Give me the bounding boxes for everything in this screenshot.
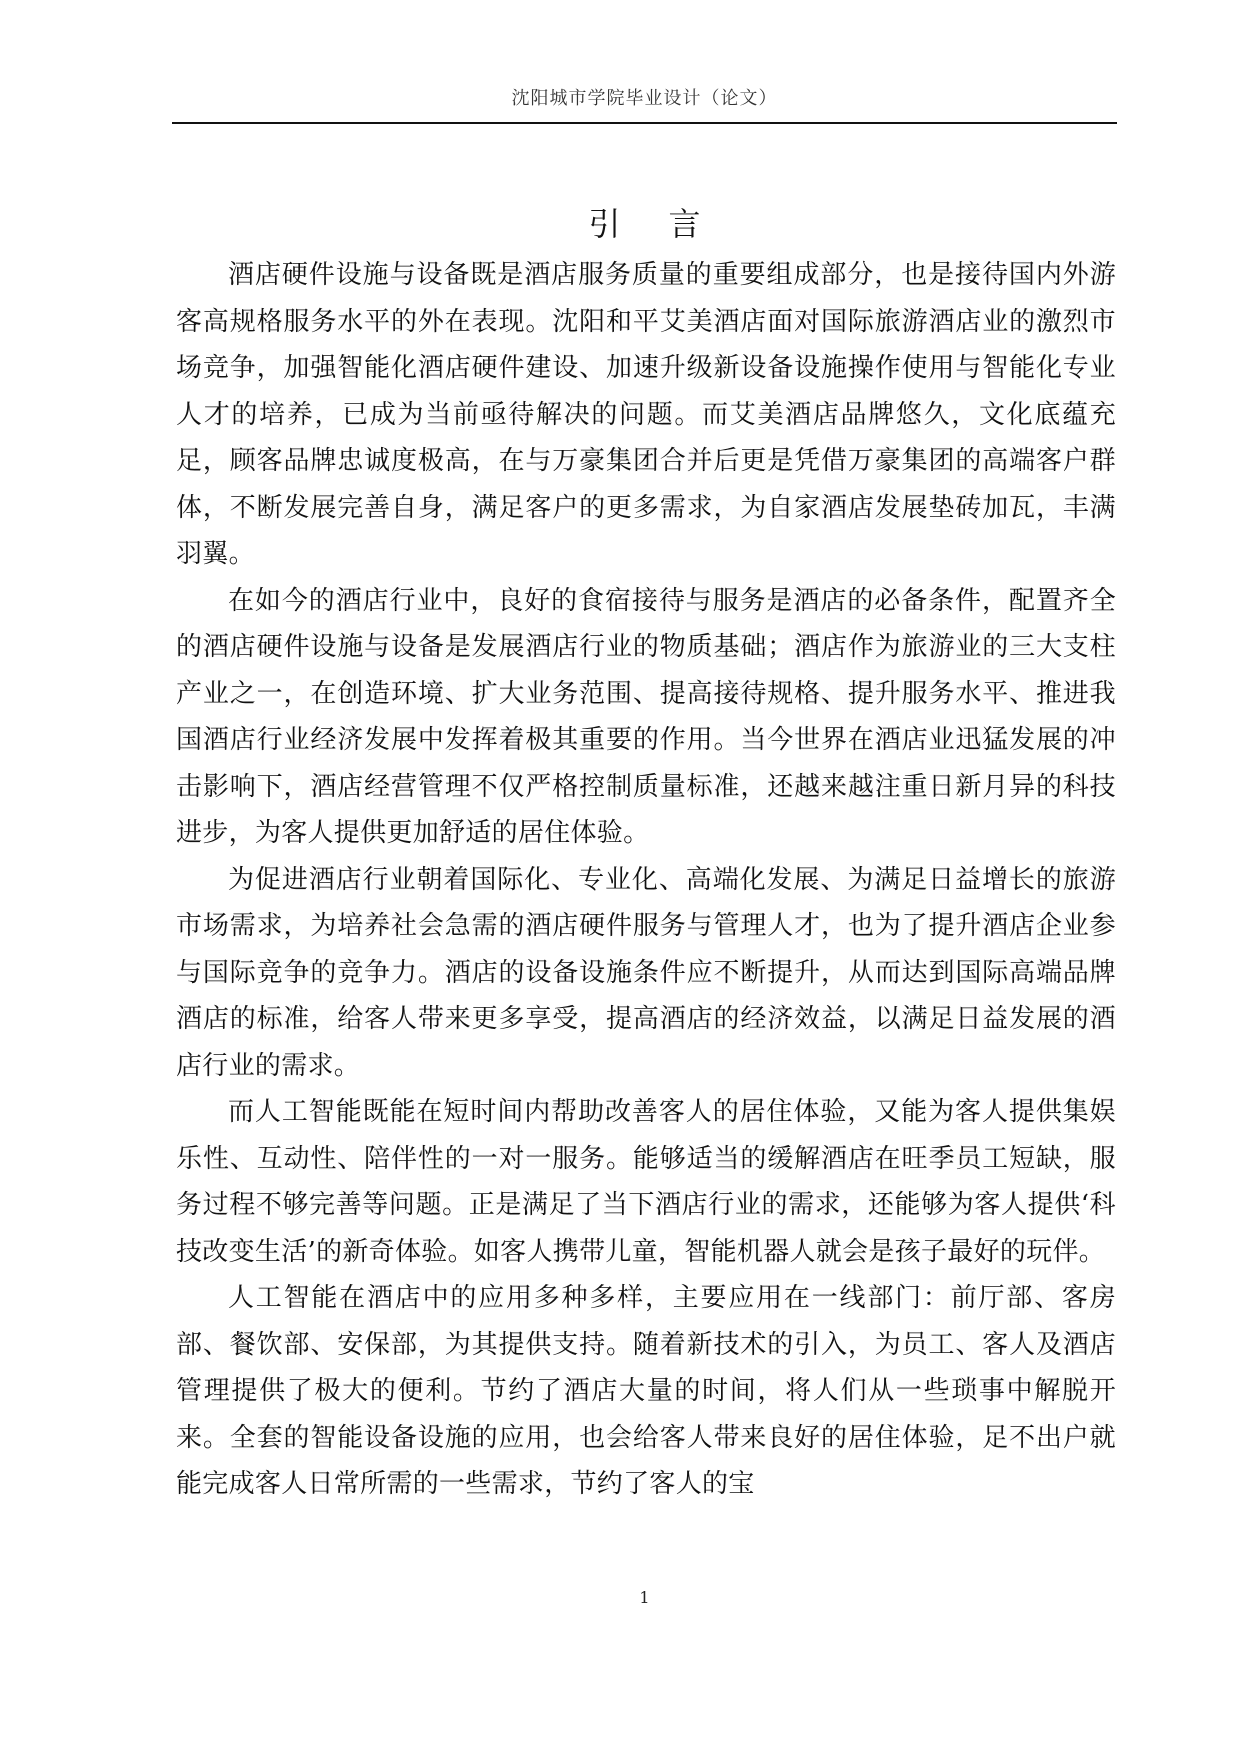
page-number: 1 [639,1588,650,1607]
paragraph: 为促进酒店行业朝着国际化、专业化、高端化发展、为满足日益增长的旅游市场需求，为培养社会急需的酒店硬件服务与管理人才，也为了提升酒店企业参与国际竞争的竞争力。酒店的设备设施条件应不断提升，从而达到国际高端品牌酒店的标准，给客人带来更多享受，提高酒店的经济效益，以满足日益发展的酒店行业的需求。 [176,864,1116,1081]
paragraph: 在如今的酒店行业中，良好的食宿接待与服务是酒店的必备条件，配置齐全的酒店硬件设施与设备是发展酒店行业的物质基础；酒店作为旅游业的三大支柱产业之一，在创造环境、扩大业务范围、提高接待规格、提升服务水平、推进我国酒店行业经济发展中发挥着极其重要的作用。当今世界在酒店业迅猛发展的冲击影响下，酒店经营管理不仅严格控制质量标准，还越来越注重日新月异的科技进步，为客人提供更加舒适的居住体验。 [176,585,1116,848]
page-header [172,84,1117,124]
paragraph: 而人工智能既能在短时间内帮助改善客人的居住体验，又能为客人提供集娱乐性、互动性、陪伴性的一对一服务。能够适当的缓解酒店在旺季员工短缺，服务过程不够完善等问题。正是满足了当下酒店行业的需求，还能够为客人提供‘科技改变生活’的新奇体验。如客人携带儿童，智能机器人就会是孩子最好的玩伴。 [176,1097,1116,1267]
header-text: 沈阳城市学院毕业设计（论文） [511,88,778,109]
page-title: 引言 [588,205,749,243]
body-text [176,252,1116,1508]
paragraph: 人工智能在酒店中的应用多种多样，主要应用在一线部门：前厅部、客房部、餐饮部、安保部，为其提供支持。随着新技术的引入，为员工、客人及酒店管理提供了极大的便利。节约了酒店大量的时间，将人们从一些琐事中解脱开来。全套的智能设备设施的应用，也会给客人带来良好的居住体验，足不出户就能完成客人日常所需的一些需求，节约了客人的宝 [176,1283,1116,1499]
paragraph: 酒店硬件设施与设备既是酒店服务质量的重要组成部分，也是接待国内外游客高规格服务水平的外在表现。沈阳和平艾美酒店面对国际旅游酒店业的激烈市场竞争，加强智能化酒店硬件建设、加速升级新设备设施操作使用与智能化专业人才的培养，已成为当前亟待解决的问题。而艾美酒店品牌悠久，文化底蕴充足，顾客品牌忠诚度极高，在与万豪集团合并后更是凭借万豪集团的高端客户群体，不断发展完善自身，满足客户的更多需求，为自家酒店发展垫砖加瓦，丰满羽翼。 [176,260,1116,569]
